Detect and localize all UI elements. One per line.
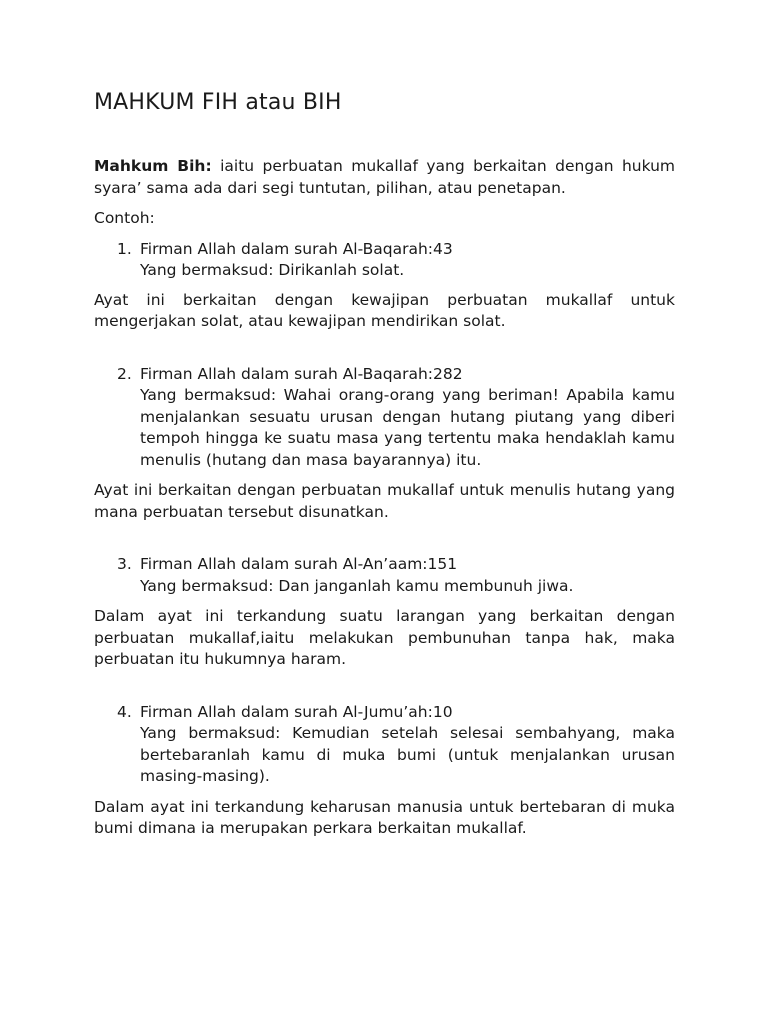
item-meaning: Yang bermaksud: Dirikanlah solat. [140, 261, 405, 279]
list-item-number: 3. [117, 555, 132, 573]
item-meaning: Yang bermaksud: Kemudian setelah selesai sembahyang, maka bertebaranlah kamu di muka bumi (untuk menjalankan urusan masing-masing). [140, 724, 675, 785]
definition-term: Mahkum Bih: [94, 157, 212, 175]
list-item-4 [117, 702, 675, 788]
list-item-3 [117, 554, 675, 597]
list-item-2 [117, 364, 675, 472]
document-title: MAHKUM FIH atau BIH [94, 90, 342, 115]
item-commentary-4: Dalam ayat ini terkandung keharusan manusia untuk bertebaran di muka bumi dimana ia merupakan perkara berkaitan mukallaf. [94, 797, 675, 837]
definition-text: iaitu perbuatan mukallaf yang berkaitan dengan hukum syara’ sama ada dari segi tuntutan, pilihan, atau penetapan. [94, 157, 676, 197]
item-heading: Firman Allah dalam surah Al-Jumu’ah:10 [140, 702, 453, 721]
item-commentary-2: Ayat ini berkaitan dengan perbuatan mukallaf untuk menulis hutang yang mana perbuatan tersebut disunatkan. [94, 481, 675, 521]
document-page [94, 88, 675, 840]
item-commentary-1: Ayat ini berkaitan dengan kewajipan perbuatan mukallaf untuk mengerjakan solat, atau kewajipan mendirikan solat. [94, 290, 675, 330]
item-meaning: Yang bermaksud: Dan janganlah kamu membunuh jiwa. [140, 576, 574, 595]
list-item-number: 2. [117, 364, 132, 383]
list-item-1 [117, 239, 675, 282]
definition-paragraph [94, 156, 675, 199]
item-commentary-3: Dalam ayat ini terkandung suatu larangan yang berkaitan dengan perbuatan mukallaf,iaitu melakukan pembunuhan tanpa hak, maka perbuatan itu hukumnya haram. [94, 607, 675, 668]
item-heading: Firman Allah dalam surah Al-Baqarah:282 [140, 364, 463, 383]
item-heading: Firman Allah dalam surah Al-An’aam:151 [140, 555, 458, 573]
list-item-number: 4. [117, 702, 132, 721]
item-heading: Firman Allah dalam surah Al-Baqarah:43 [140, 239, 453, 258]
list-item-number: 1. [117, 239, 132, 258]
contoh-label: Contoh: [94, 209, 155, 227]
item-meaning: Yang bermaksud: Wahai orang-orang yang beriman! Apabila kamu menjalankan sesuatu urusan dengan hutang piutang yang diberi tempoh hingga ke suatu masa yang tertentu maka hendaklah kamu menulis (hutang dan masa bayarannya) itu. [140, 386, 675, 469]
